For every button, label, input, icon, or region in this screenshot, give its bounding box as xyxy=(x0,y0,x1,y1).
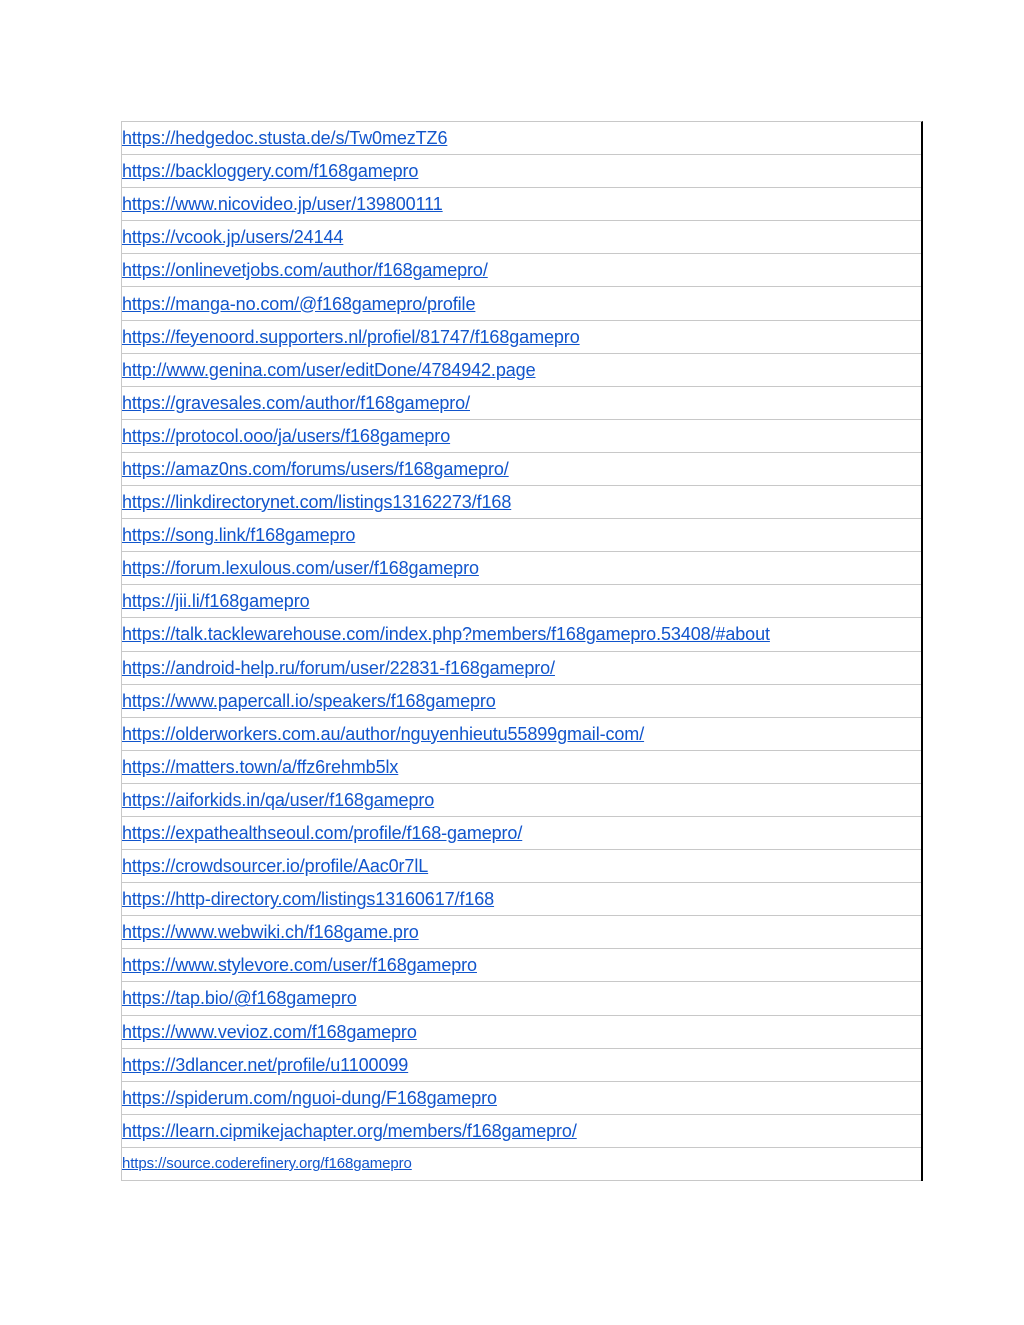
table-row xyxy=(122,1148,921,1181)
link[interactable]: https://spiderum.com/nguoi-dung/F168gamepro xyxy=(122,1087,497,1108)
link[interactable]: https://olderworkers.com.au/author/nguyenhieutu55899gmail-com/ xyxy=(122,723,645,744)
link[interactable]: https://source.coderefinery.org/f168gamepro xyxy=(122,1154,412,1172)
link[interactable]: https://vcook.jp/users/24144 xyxy=(122,227,344,248)
table-row xyxy=(122,1082,921,1115)
table-row xyxy=(122,254,921,287)
table-row xyxy=(122,453,921,486)
link[interactable]: https://talk.tacklewarehouse.com/index.php?members/f168gamepro.53408/#about xyxy=(122,624,770,645)
table-row xyxy=(122,949,921,982)
table-row xyxy=(122,685,921,718)
table-row xyxy=(122,585,921,618)
link[interactable]: https://forum.lexulous.com/user/f168gamepro xyxy=(122,558,479,579)
link[interactable]: https://www.webwiki.ch/f168game.pro xyxy=(122,922,419,943)
link[interactable]: https://learn.cipmikejachapter.org/members/f168gamepro/ xyxy=(122,1120,577,1141)
table-row xyxy=(122,1115,921,1148)
table-row xyxy=(122,188,921,221)
link[interactable]: https://www.stylevore.com/user/f168gamepro xyxy=(122,955,477,976)
table-row xyxy=(122,784,921,817)
table-row xyxy=(122,883,921,916)
link[interactable]: https://www.nicovideo.jp/user/139800111 xyxy=(122,194,443,215)
link[interactable]: https://amaz0ns.com/forums/users/f168gamepro/ xyxy=(122,458,509,479)
table-row xyxy=(122,982,921,1015)
table-row xyxy=(122,817,921,850)
table-row xyxy=(122,122,921,155)
table-row xyxy=(122,387,921,420)
link[interactable]: https://feyenoord.supporters.nl/profiel/81747/f168gamepro xyxy=(122,326,580,347)
link[interactable]: https://jii.li/f168gamepro xyxy=(122,591,310,612)
link[interactable]: https://aiforkids.in/qa/user/f168gamepro xyxy=(122,789,435,810)
table-row xyxy=(122,718,921,751)
link[interactable]: https://tap.bio/@f168gamepro xyxy=(122,988,357,1009)
table-row xyxy=(122,486,921,519)
link[interactable]: https://matters.town/a/ffz6rehmb5lx xyxy=(122,756,399,777)
table-row xyxy=(122,652,921,685)
link[interactable]: https://onlinevetjobs.com/author/f168gamepro/ xyxy=(122,260,488,281)
link[interactable]: https://http-directory.com/listings13160617/f168 xyxy=(122,889,495,910)
table-row xyxy=(122,850,921,883)
link[interactable]: https://gravesales.com/author/f168gamepro/ xyxy=(122,392,470,413)
table-row xyxy=(122,321,921,354)
link[interactable]: https://song.link/f168gamepro xyxy=(122,525,356,546)
link[interactable]: https://manga-no.com/@f168gamepro/profile xyxy=(122,293,476,314)
link[interactable]: https://protocol.ooo/ja/users/f168gamepro xyxy=(122,425,451,446)
link[interactable]: https://www.papercall.io/speakers/f168gamepro xyxy=(122,690,496,711)
table-row xyxy=(122,287,921,320)
table-row xyxy=(122,420,921,453)
table-row xyxy=(122,519,921,552)
table-row xyxy=(122,751,921,784)
link[interactable]: https://crowdsourcer.io/profile/Aac0r7lL xyxy=(122,856,429,877)
link[interactable]: https://3dlancer.net/profile/u1100099 xyxy=(122,1054,409,1075)
table-row xyxy=(122,618,921,651)
link[interactable]: https://android-help.ru/forum/user/22831-f168gamepro/ xyxy=(122,657,555,678)
link[interactable]: http://www.genina.com/user/editDone/4784942.page xyxy=(122,359,536,380)
link[interactable]: https://www.vevioz.com/f168gamepro xyxy=(122,1021,417,1042)
table-row xyxy=(122,916,921,949)
link[interactable]: https://linkdirectorynet.com/listings13162273/f168 xyxy=(122,492,512,513)
link-table xyxy=(121,121,923,1181)
table-row xyxy=(122,1016,921,1049)
table-row xyxy=(122,221,921,254)
link[interactable]: https://hedgedoc.stusta.de/s/Tw0mezTZ6 xyxy=(122,128,448,149)
table-row xyxy=(122,354,921,387)
link[interactable]: https://backloggery.com/f168gamepro xyxy=(122,161,419,182)
table-row xyxy=(122,155,921,188)
link[interactable]: https://expathealthseoul.com/profile/f168-gamepro/ xyxy=(122,823,523,844)
table-row xyxy=(122,1049,921,1082)
table-row xyxy=(122,552,921,585)
